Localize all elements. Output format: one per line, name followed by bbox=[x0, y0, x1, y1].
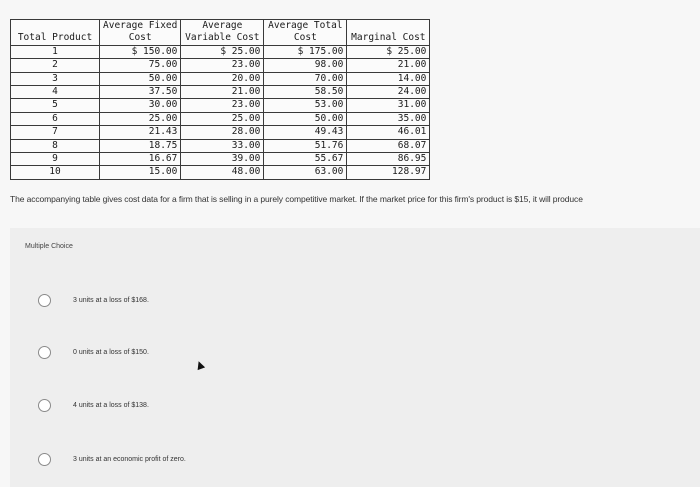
cell-mc: 31.00 bbox=[347, 99, 430, 112]
cell-avc: 48.00 bbox=[181, 166, 264, 179]
cell-atc: 55.67 bbox=[264, 153, 347, 166]
cell-afc: 21.43 bbox=[100, 126, 181, 139]
cell-avc: 25.00 bbox=[181, 112, 264, 125]
cell-mc: 128.97 bbox=[347, 166, 430, 179]
multiple-choice-label: Multiple Choice bbox=[25, 243, 73, 250]
cell-avc: 23.00 bbox=[181, 99, 264, 112]
cell-afc: 16.67 bbox=[100, 153, 181, 166]
choice-option-1[interactable] bbox=[38, 294, 149, 307]
cell-avc: $ 25.00 bbox=[181, 45, 264, 58]
cell-mc: 68.07 bbox=[347, 139, 430, 152]
cell-mc: 21.00 bbox=[347, 59, 430, 72]
cell-total-product: 4 bbox=[11, 86, 100, 99]
cell-atc: 63.00 bbox=[264, 166, 347, 179]
cell-avc: 33.00 bbox=[181, 139, 264, 152]
choice-label: 0 units at a loss of $150. bbox=[73, 349, 149, 356]
cell-avc: 23.00 bbox=[181, 59, 264, 72]
choice-option-4[interactable] bbox=[38, 453, 186, 466]
cell-afc: 37.50 bbox=[100, 86, 181, 99]
cell-atc: 50.00 bbox=[264, 112, 347, 125]
radio-button[interactable] bbox=[38, 346, 51, 359]
table-row bbox=[11, 72, 430, 85]
cell-afc: 30.00 bbox=[100, 99, 181, 112]
cell-atc: 51.76 bbox=[264, 139, 347, 152]
cell-total-product: 2 bbox=[11, 59, 100, 72]
table-header-row bbox=[11, 20, 430, 46]
cell-atc: $ 175.00 bbox=[264, 45, 347, 58]
table-row bbox=[11, 99, 430, 112]
header-average-total-cost: Average Total Cost bbox=[264, 20, 347, 46]
cell-atc: 70.00 bbox=[264, 72, 347, 85]
cell-total-product: 9 bbox=[11, 153, 100, 166]
cell-total-product: 5 bbox=[11, 99, 100, 112]
cell-afc: $ 150.00 bbox=[100, 45, 181, 58]
choice-label: 4 units at a loss of $138. bbox=[73, 402, 149, 409]
cell-atc: 53.00 bbox=[264, 99, 347, 112]
header-total-product: Total Product bbox=[11, 20, 100, 46]
cell-atc: 58.50 bbox=[264, 86, 347, 99]
cell-total-product: 6 bbox=[11, 112, 100, 125]
table-row bbox=[11, 166, 430, 179]
cell-afc: 18.75 bbox=[100, 139, 181, 152]
cell-avc: 39.00 bbox=[181, 153, 264, 166]
header-average-fixed-cost: Average Fixed Cost bbox=[100, 20, 181, 46]
cell-total-product: 7 bbox=[11, 126, 100, 139]
cell-atc: 49.43 bbox=[264, 126, 347, 139]
cell-mc: 24.00 bbox=[347, 86, 430, 99]
cell-mc: 46.01 bbox=[347, 126, 430, 139]
table-row bbox=[11, 59, 430, 72]
cell-atc: 98.00 bbox=[264, 59, 347, 72]
table-row bbox=[11, 126, 430, 139]
cell-mc: 35.00 bbox=[347, 112, 430, 125]
table-row bbox=[11, 153, 430, 166]
table-row bbox=[11, 45, 430, 58]
cell-mc: 14.00 bbox=[347, 72, 430, 85]
choice-option-3[interactable] bbox=[38, 399, 149, 412]
radio-button[interactable] bbox=[38, 399, 51, 412]
cell-mc: 86.95 bbox=[347, 153, 430, 166]
cost-table-container bbox=[10, 19, 430, 180]
cell-total-product: 10 bbox=[11, 166, 100, 179]
cell-afc: 50.00 bbox=[100, 72, 181, 85]
table-row bbox=[11, 86, 430, 99]
table-row bbox=[11, 112, 430, 125]
cell-total-product: 1 bbox=[11, 45, 100, 58]
cell-afc: 25.00 bbox=[100, 112, 181, 125]
choice-label: 3 units at a loss of $168. bbox=[73, 297, 149, 304]
cell-afc: 75.00 bbox=[100, 59, 181, 72]
cell-avc: 28.00 bbox=[181, 126, 264, 139]
cell-afc: 15.00 bbox=[100, 166, 181, 179]
cost-table bbox=[10, 19, 430, 180]
question-text: The accompanying table gives cost data for a firm that is selling in a purely competitive market. If the market price for this firm's product is $15, it will produce bbox=[10, 194, 583, 204]
cell-avc: 21.00 bbox=[181, 86, 264, 99]
choice-label: 3 units at an economic profit of zero. bbox=[73, 456, 186, 463]
cell-total-product: 3 bbox=[11, 72, 100, 85]
table-row bbox=[11, 139, 430, 152]
cell-avc: 20.00 bbox=[181, 72, 264, 85]
choice-option-2[interactable] bbox=[38, 346, 149, 359]
header-marginal-cost: Marginal Cost bbox=[347, 20, 430, 46]
header-average-variable-cost: Average Variable Cost bbox=[181, 20, 264, 46]
cell-total-product: 8 bbox=[11, 139, 100, 152]
radio-button[interactable] bbox=[38, 453, 51, 466]
radio-button[interactable] bbox=[38, 294, 51, 307]
cell-mc: $ 25.00 bbox=[347, 45, 430, 58]
